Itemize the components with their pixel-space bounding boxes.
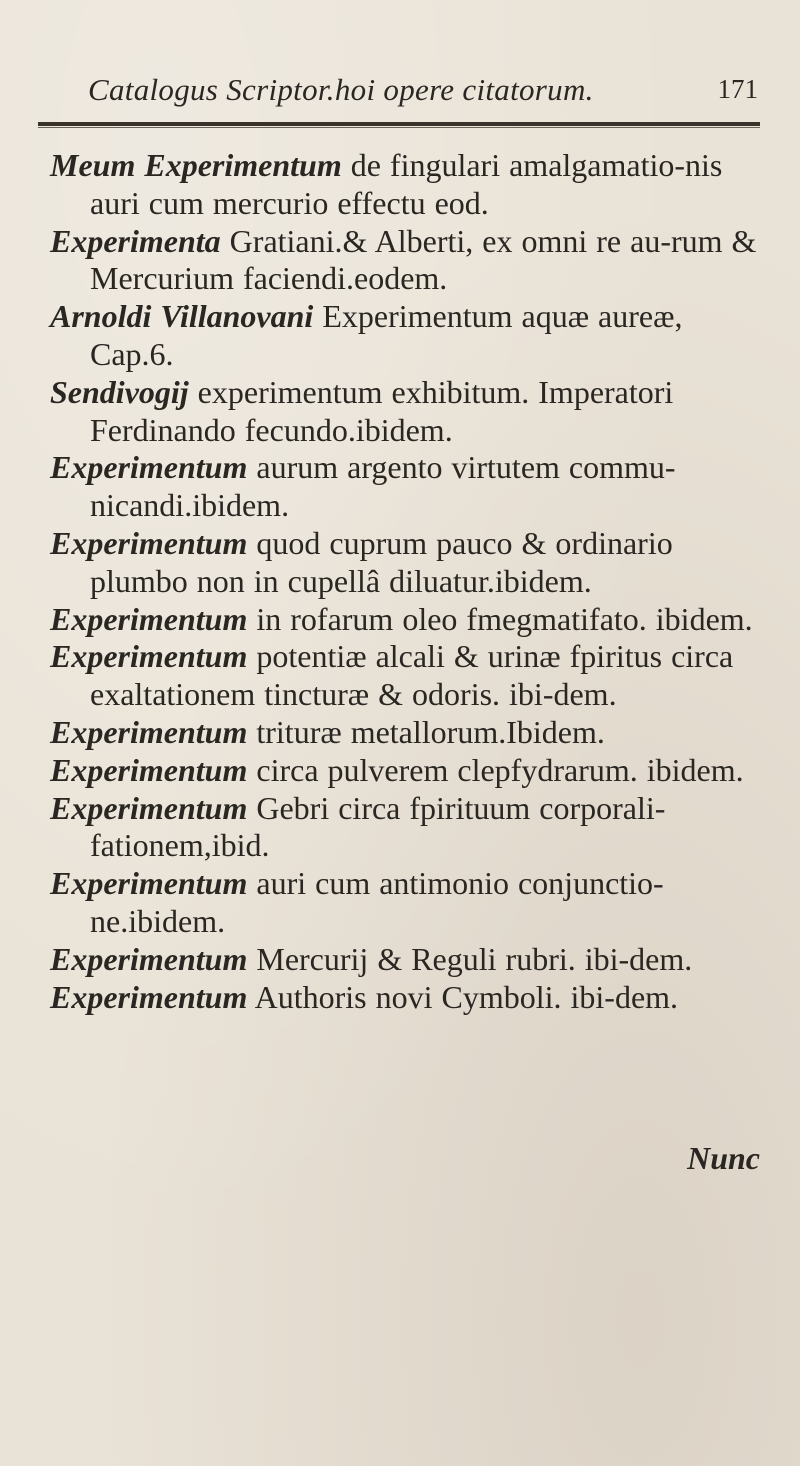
entry-lead: Experimenta [50, 222, 221, 259]
entry-text: aurum argento virtutem commu-nicandi.ibidem. [90, 449, 676, 524]
catalog-entry [50, 941, 770, 979]
page-number: 171 [717, 74, 758, 104]
entry-text: trituræ metallorum.Ibidem. [247, 713, 605, 750]
catalog-entries [50, 147, 770, 1016]
entry-text: circa pulverem clepfydrarum. ibidem. [247, 751, 744, 788]
catalog-entry [50, 298, 770, 374]
running-header [88, 72, 758, 112]
catalog-entry [50, 147, 770, 223]
entry-text: experimentum exhibitum. Imperatori Ferdinando fecundo.ibidem. [90, 373, 674, 448]
entry-text: de fingulari amalgamatio-nis auri cum mercurio effectu eod. [90, 147, 723, 221]
entry-lead: Experimentum [50, 449, 248, 486]
catchword: Nunc [687, 1140, 760, 1176]
header-title: Catalogus Scriptor.hoi opere citatorum. [88, 72, 594, 107]
entry-text: Gebri circa fpirituum corporali-fationem,ibid. [90, 789, 666, 864]
catalog-entry [50, 752, 770, 790]
catalog-entry [50, 223, 770, 299]
catalog-entry [50, 790, 770, 866]
entry-text: Experimentum aquæ aureæ, Cap.6. [90, 298, 683, 372]
entry-lead: Experimentum [50, 865, 248, 902]
entry-text: Gratiani.& Alberti, ex omni re au-rum & Mercurium faciendi.eodem. [90, 222, 757, 297]
catalog-entry [50, 449, 770, 525]
entry-text: Authoris novi Cymboli. ibi-dem. [247, 978, 679, 1015]
entry-lead: Experimentum [50, 751, 248, 788]
entry-lead: Arnoldi Villanovani [50, 298, 314, 335]
catalog-entry [50, 865, 770, 941]
entry-text: Mercurij & Reguli rubri. ibi-dem. [247, 940, 693, 977]
catalog-entry [50, 979, 770, 1017]
catalog-entry [50, 601, 770, 639]
entry-lead: Experimentum [50, 713, 248, 750]
entry-lead: Experimentum [50, 638, 248, 675]
entry-lead: Experimentum [50, 978, 248, 1015]
entry-lead: Experimentum [50, 940, 248, 977]
entry-lead: Experimentum [50, 789, 248, 826]
entry-text: potentiæ alcali & urinæ fpiritus circa exaltationem tincturæ & odoris. ibi-dem. [90, 638, 734, 713]
entry-lead: Experimentum [50, 600, 248, 637]
entry-text: auri cum antimonio conjunctio-ne.ibidem. [90, 865, 664, 939]
header-rule [38, 122, 760, 128]
entry-lead: Sendivogij [50, 373, 189, 410]
entry-lead: Experimentum [50, 524, 248, 561]
catalog-entry [50, 714, 770, 752]
entry-lead: Meum Experimentum [50, 147, 342, 183]
catalog-entry [50, 374, 770, 450]
catalog-entry [50, 638, 770, 714]
entry-text: quod cuprum pauco & ordinario plumbo non in cupellâ diluatur.ibidem. [90, 524, 673, 599]
entry-text: in rofarum oleo fmegmatifato. ibidem. [247, 600, 753, 637]
catalog-entry [50, 525, 770, 601]
